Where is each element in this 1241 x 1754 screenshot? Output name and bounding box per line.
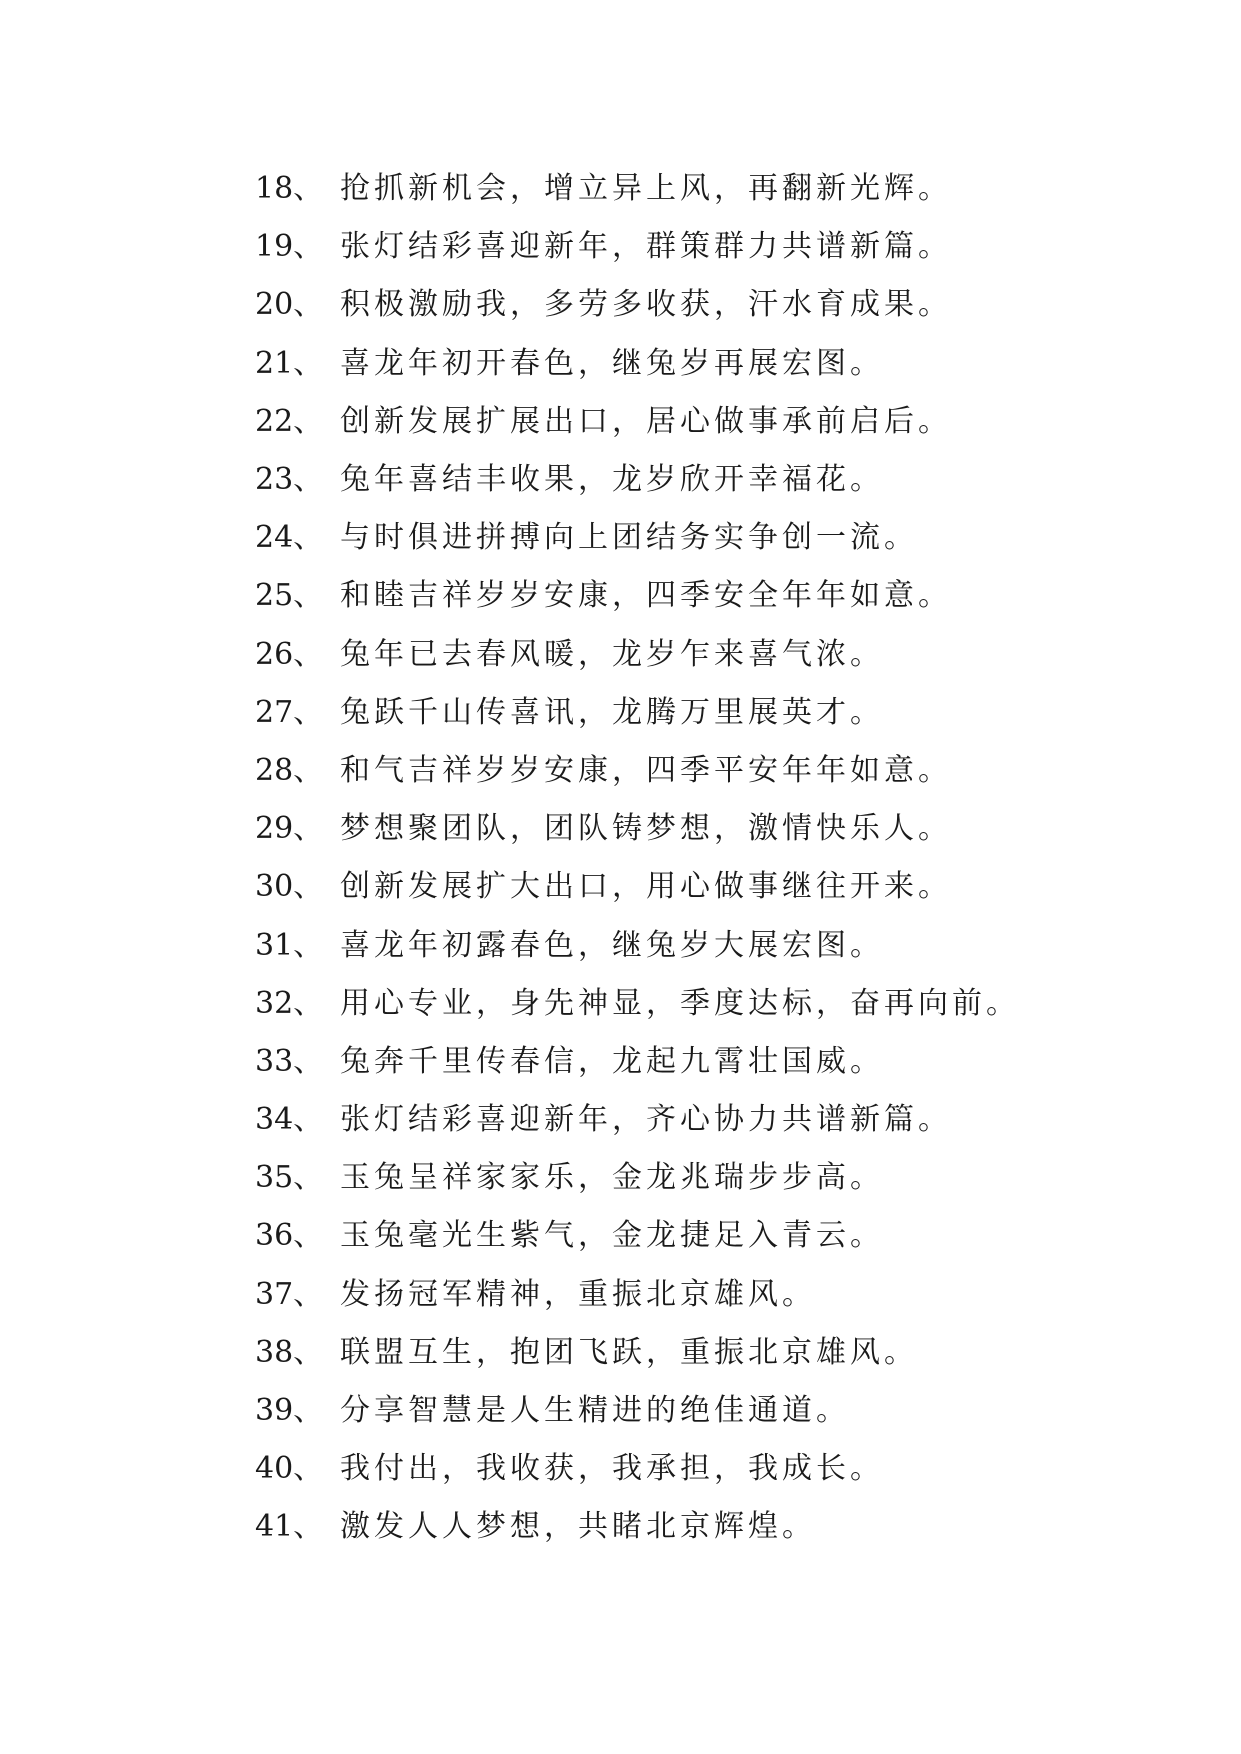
list-item <box>255 1494 1155 1552</box>
item-text: 和睦吉祥岁岁安康，四季安全年年如意。 <box>340 578 952 614</box>
item-number: 31、 <box>255 927 324 963</box>
item-text: 激发人人梦想，共睹北京辉煌。 <box>340 1509 816 1545</box>
item-number: 25、 <box>255 578 324 614</box>
list-item <box>255 214 1155 272</box>
slogan-list <box>255 156 1155 1553</box>
list-item <box>255 505 1155 563</box>
list-item <box>255 563 1155 621</box>
item-number: 35、 <box>255 1160 324 1196</box>
item-text: 发扬冠军精神，重振北京雄风。 <box>340 1276 816 1312</box>
item-text: 张灯结彩喜迎新年，齐心协力共谱新篇。 <box>340 1102 952 1138</box>
list-item <box>255 1029 1155 1087</box>
list-item <box>255 1203 1155 1261</box>
item-number: 40、 <box>255 1451 324 1487</box>
item-text: 梦想聚团队，团队铸梦想，激情快乐人。 <box>340 811 952 847</box>
item-number: 41、 <box>255 1509 324 1545</box>
list-item <box>255 389 1155 447</box>
list-item <box>255 1436 1155 1494</box>
list-item <box>255 1087 1155 1145</box>
item-text: 喜龙年初露春色，继兔岁大展宏图。 <box>340 927 884 963</box>
item-number: 19、 <box>255 229 324 265</box>
list-item <box>255 622 1155 680</box>
item-number: 27、 <box>255 694 324 730</box>
list-item <box>255 156 1155 214</box>
list-item <box>255 738 1155 796</box>
item-number: 29、 <box>255 811 324 847</box>
list-item <box>255 912 1155 970</box>
item-text: 与时俱进拼搏向上团结务实争创一流。 <box>340 520 918 556</box>
item-text: 联盟互生，抱团飞跃，重振北京雄风。 <box>340 1334 918 1370</box>
item-text: 和气吉祥岁岁安康，四季平安年年如意。 <box>340 752 952 788</box>
item-number: 36、 <box>255 1218 324 1254</box>
list-item <box>255 854 1155 912</box>
list-item <box>255 680 1155 738</box>
item-number: 24、 <box>255 520 324 556</box>
item-text: 兔奔千里传春信，龙起九霄壮国威。 <box>340 1043 884 1079</box>
item-text: 喜龙年初开春色，继兔岁再展宏图。 <box>340 345 884 381</box>
item-number: 33、 <box>255 1043 324 1079</box>
item-number: 26、 <box>255 636 324 672</box>
list-item <box>255 796 1155 854</box>
item-number: 38、 <box>255 1334 324 1370</box>
item-number: 23、 <box>255 462 324 498</box>
list-item <box>255 447 1155 505</box>
list-item <box>255 1320 1155 1378</box>
list-item <box>255 1262 1155 1320</box>
item-text: 抢抓新机会，增立异上风，再翻新光辉。 <box>340 171 952 207</box>
list-item <box>255 1145 1155 1203</box>
item-text: 创新发展扩大出口，用心做事继往开来。 <box>340 869 952 905</box>
list-item <box>255 1378 1155 1436</box>
item-text: 玉兔毫光生紫气，金龙捷足入青云。 <box>340 1218 884 1254</box>
item-number: 20、 <box>255 287 324 323</box>
list-item <box>255 331 1155 389</box>
list-item <box>255 272 1155 330</box>
item-text: 兔年已去春风暖，龙岁乍来喜气浓。 <box>340 636 884 672</box>
item-text: 兔年喜结丰收果，龙岁欣开幸福花。 <box>340 462 884 498</box>
item-number: 22、 <box>255 403 324 439</box>
list-item <box>255 971 1155 1029</box>
item-text: 分享智慧是人生精进的绝佳通道。 <box>340 1393 850 1429</box>
item-text: 积极激励我，多劳多收获，汗水育成果。 <box>340 287 952 323</box>
item-text: 创新发展扩展出口，居心做事承前启后。 <box>340 403 952 439</box>
item-number: 30、 <box>255 869 324 905</box>
item-number: 21、 <box>255 345 324 381</box>
item-number: 32、 <box>255 985 324 1021</box>
item-number: 37、 <box>255 1276 324 1312</box>
item-text: 我付出，我收获，我承担，我成长。 <box>340 1451 884 1487</box>
item-number: 18、 <box>255 171 324 207</box>
item-text: 张灯结彩喜迎新年，群策群力共谱新篇。 <box>340 229 952 265</box>
item-text: 用心专业，身先神显，季度达标，奋再向前。 <box>340 985 1020 1021</box>
item-number: 34、 <box>255 1102 324 1138</box>
item-number: 28、 <box>255 752 324 788</box>
item-text: 玉兔呈祥家家乐，金龙兆瑞步步高。 <box>340 1160 884 1196</box>
item-number: 39、 <box>255 1393 324 1429</box>
item-text: 兔跃千山传喜讯，龙腾万里展英才。 <box>340 694 884 730</box>
